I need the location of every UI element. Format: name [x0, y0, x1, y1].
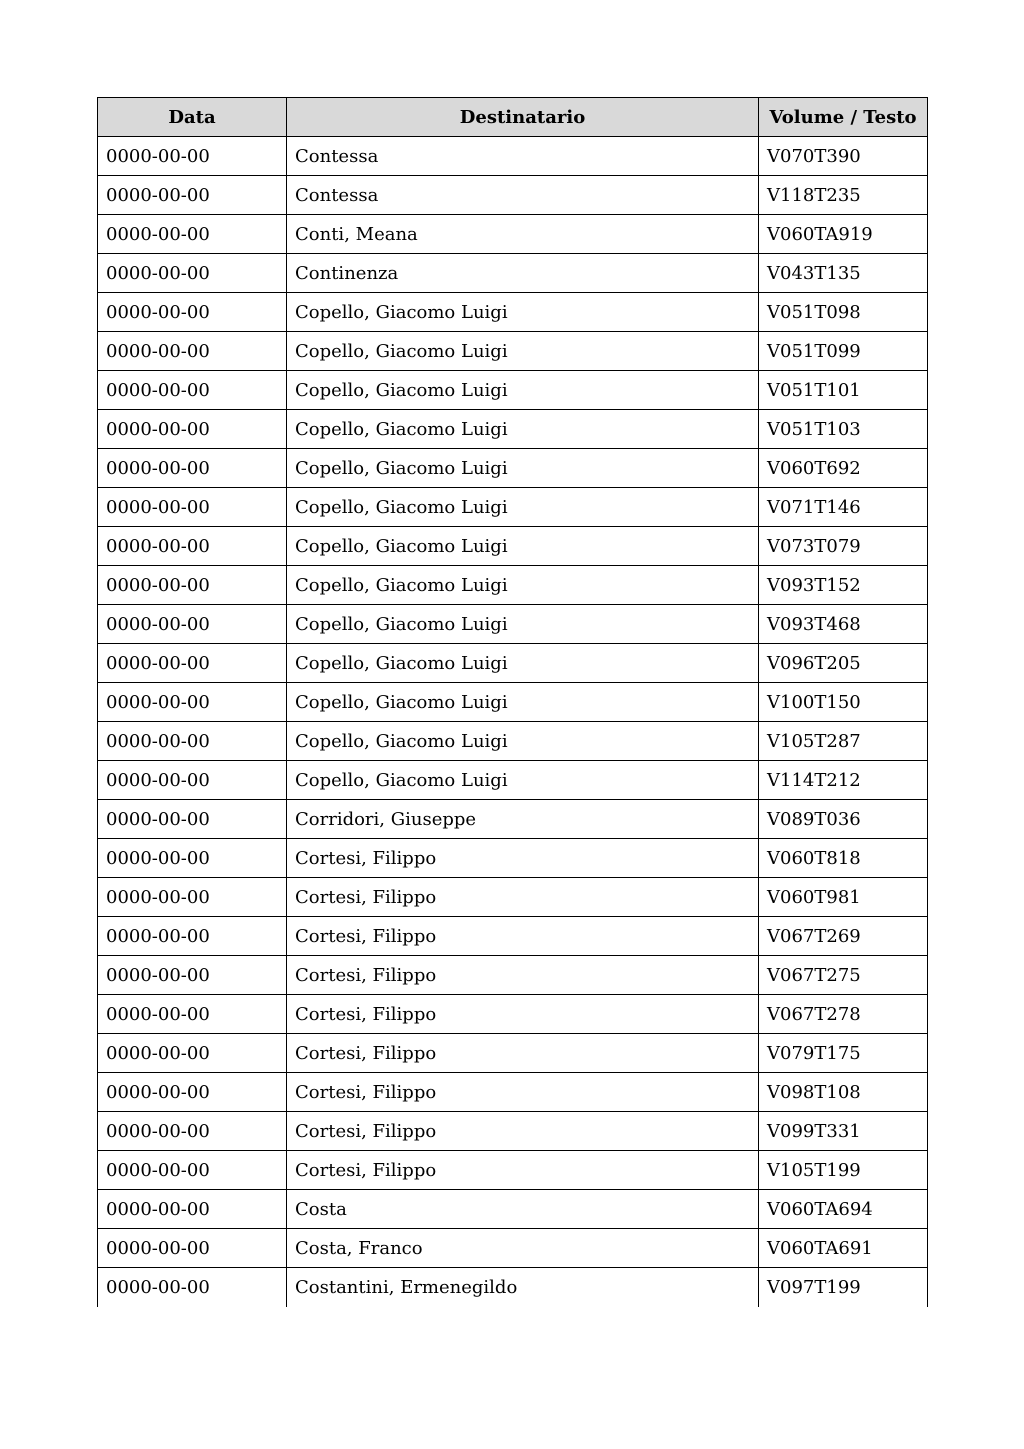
- table-row: [98, 1190, 928, 1229]
- cell-date: 0000-00-00: [98, 839, 287, 878]
- cell-recipient: Copello, Giacomo Luigi: [287, 527, 759, 566]
- cell-recipient: Cortesi, Filippo: [287, 878, 759, 917]
- cell-date: 0000-00-00: [98, 1190, 287, 1229]
- header-volume: Volume / Testo: [759, 98, 928, 137]
- cell-date: 0000-00-00: [98, 995, 287, 1034]
- table-row: [98, 215, 928, 254]
- cell-volume: V079T175: [759, 1034, 928, 1073]
- cell-recipient: Cortesi, Filippo: [287, 1112, 759, 1151]
- cell-volume: V097T199: [759, 1268, 928, 1307]
- cell-volume: V067T275: [759, 956, 928, 995]
- cell-date: 0000-00-00: [98, 254, 287, 293]
- cell-volume: V051T103: [759, 410, 928, 449]
- cell-date: 0000-00-00: [98, 800, 287, 839]
- table-row: [98, 644, 928, 683]
- table-row: [98, 488, 928, 527]
- table-row: [98, 254, 928, 293]
- cell-recipient: Copello, Giacomo Luigi: [287, 371, 759, 410]
- cell-date: 0000-00-00: [98, 1151, 287, 1190]
- cell-recipient: Conti, Meana: [287, 215, 759, 254]
- cell-recipient: Cortesi, Filippo: [287, 917, 759, 956]
- cell-volume: V060T818: [759, 839, 928, 878]
- cell-volume: V043T135: [759, 254, 928, 293]
- cell-recipient: Copello, Giacomo Luigi: [287, 449, 759, 488]
- cell-volume: V105T287: [759, 722, 928, 761]
- cell-date: 0000-00-00: [98, 449, 287, 488]
- header-row: [98, 98, 928, 137]
- table-row: [98, 293, 928, 332]
- table-row: [98, 1151, 928, 1190]
- cell-recipient: Contessa: [287, 176, 759, 215]
- cell-recipient: Copello, Giacomo Luigi: [287, 722, 759, 761]
- cell-date: 0000-00-00: [98, 293, 287, 332]
- cell-volume: V105T199: [759, 1151, 928, 1190]
- cell-date: 0000-00-00: [98, 410, 287, 449]
- cell-recipient: Cortesi, Filippo: [287, 1034, 759, 1073]
- cell-volume: V093T152: [759, 566, 928, 605]
- cell-recipient: Cortesi, Filippo: [287, 1151, 759, 1190]
- cell-date: 0000-00-00: [98, 332, 287, 371]
- cell-volume: V100T150: [759, 683, 928, 722]
- cell-volume: V070T390: [759, 137, 928, 176]
- table-header: [98, 98, 928, 137]
- cell-date: 0000-00-00: [98, 1073, 287, 1112]
- table-row: [98, 839, 928, 878]
- cell-date: 0000-00-00: [98, 683, 287, 722]
- table-row: [98, 1073, 928, 1112]
- cell-date: 0000-00-00: [98, 566, 287, 605]
- cell-date: 0000-00-00: [98, 761, 287, 800]
- cell-recipient: Copello, Giacomo Luigi: [287, 293, 759, 332]
- header-recipient: Destinatario: [287, 98, 759, 137]
- cell-recipient: Cortesi, Filippo: [287, 995, 759, 1034]
- cell-volume: V089T036: [759, 800, 928, 839]
- cell-recipient: Copello, Giacomo Luigi: [287, 605, 759, 644]
- table-row: [98, 176, 928, 215]
- header-date: Data: [98, 98, 287, 137]
- cell-volume: V099T331: [759, 1112, 928, 1151]
- cell-date: 0000-00-00: [98, 527, 287, 566]
- cell-recipient: Costantini, Ermenegildo: [287, 1268, 759, 1307]
- table-row: [98, 800, 928, 839]
- cell-volume: V096T205: [759, 644, 928, 683]
- cell-volume: V114T212: [759, 761, 928, 800]
- cell-date: 0000-00-00: [98, 215, 287, 254]
- cell-recipient: Costa: [287, 1190, 759, 1229]
- cell-volume: V060T692: [759, 449, 928, 488]
- table-row: [98, 917, 928, 956]
- table-body: [98, 137, 928, 1307]
- cell-date: 0000-00-00: [98, 371, 287, 410]
- cell-volume: V060TA919: [759, 215, 928, 254]
- cell-volume: V073T079: [759, 527, 928, 566]
- cell-volume: V060TA691: [759, 1229, 928, 1268]
- cell-recipient: Continenza: [287, 254, 759, 293]
- table-row: [98, 878, 928, 917]
- cell-recipient: Cortesi, Filippo: [287, 1073, 759, 1112]
- cell-recipient: Copello, Giacomo Luigi: [287, 488, 759, 527]
- cell-recipient: Copello, Giacomo Luigi: [287, 566, 759, 605]
- table-row: [98, 722, 928, 761]
- table-row: [98, 527, 928, 566]
- cell-volume: V051T101: [759, 371, 928, 410]
- cell-recipient: Corridori, Giuseppe: [287, 800, 759, 839]
- table-row: [98, 1268, 928, 1307]
- table-row: [98, 683, 928, 722]
- cell-date: 0000-00-00: [98, 488, 287, 527]
- cell-volume: V093T468: [759, 605, 928, 644]
- cell-date: 0000-00-00: [98, 137, 287, 176]
- cell-date: 0000-00-00: [98, 1034, 287, 1073]
- cell-volume: V067T269: [759, 917, 928, 956]
- table-row: [98, 137, 928, 176]
- cell-date: 0000-00-00: [98, 1229, 287, 1268]
- cell-recipient: Copello, Giacomo Luigi: [287, 410, 759, 449]
- cell-volume: V067T278: [759, 995, 928, 1034]
- letters-table: [97, 97, 928, 1307]
- table-row: [98, 410, 928, 449]
- table-row: [98, 761, 928, 800]
- cell-recipient: Contessa: [287, 137, 759, 176]
- cell-date: 0000-00-00: [98, 605, 287, 644]
- cell-date: 0000-00-00: [98, 1268, 287, 1307]
- table-row: [98, 566, 928, 605]
- table-row: [98, 956, 928, 995]
- cell-date: 0000-00-00: [98, 956, 287, 995]
- cell-date: 0000-00-00: [98, 722, 287, 761]
- cell-date: 0000-00-00: [98, 176, 287, 215]
- cell-date: 0000-00-00: [98, 878, 287, 917]
- cell-recipient: Copello, Giacomo Luigi: [287, 644, 759, 683]
- cell-date: 0000-00-00: [98, 917, 287, 956]
- cell-volume: V060TA694: [759, 1190, 928, 1229]
- table-row: [98, 605, 928, 644]
- table-row: [98, 449, 928, 488]
- table-row: [98, 1112, 928, 1151]
- cell-recipient: Cortesi, Filippo: [287, 839, 759, 878]
- cell-recipient: Copello, Giacomo Luigi: [287, 761, 759, 800]
- table-row: [98, 332, 928, 371]
- table-row: [98, 995, 928, 1034]
- cell-recipient: Copello, Giacomo Luigi: [287, 332, 759, 371]
- cell-volume: V051T099: [759, 332, 928, 371]
- cell-volume: V051T098: [759, 293, 928, 332]
- cell-volume: V118T235: [759, 176, 928, 215]
- cell-recipient: Copello, Giacomo Luigi: [287, 683, 759, 722]
- table-row: [98, 1034, 928, 1073]
- cell-volume: V098T108: [759, 1073, 928, 1112]
- cell-date: 0000-00-00: [98, 644, 287, 683]
- cell-volume: V060T981: [759, 878, 928, 917]
- cell-volume: V071T146: [759, 488, 928, 527]
- table-row: [98, 1229, 928, 1268]
- cell-date: 0000-00-00: [98, 1112, 287, 1151]
- cell-recipient: Cortesi, Filippo: [287, 956, 759, 995]
- table-row: [98, 371, 928, 410]
- cell-recipient: Costa, Franco: [287, 1229, 759, 1268]
